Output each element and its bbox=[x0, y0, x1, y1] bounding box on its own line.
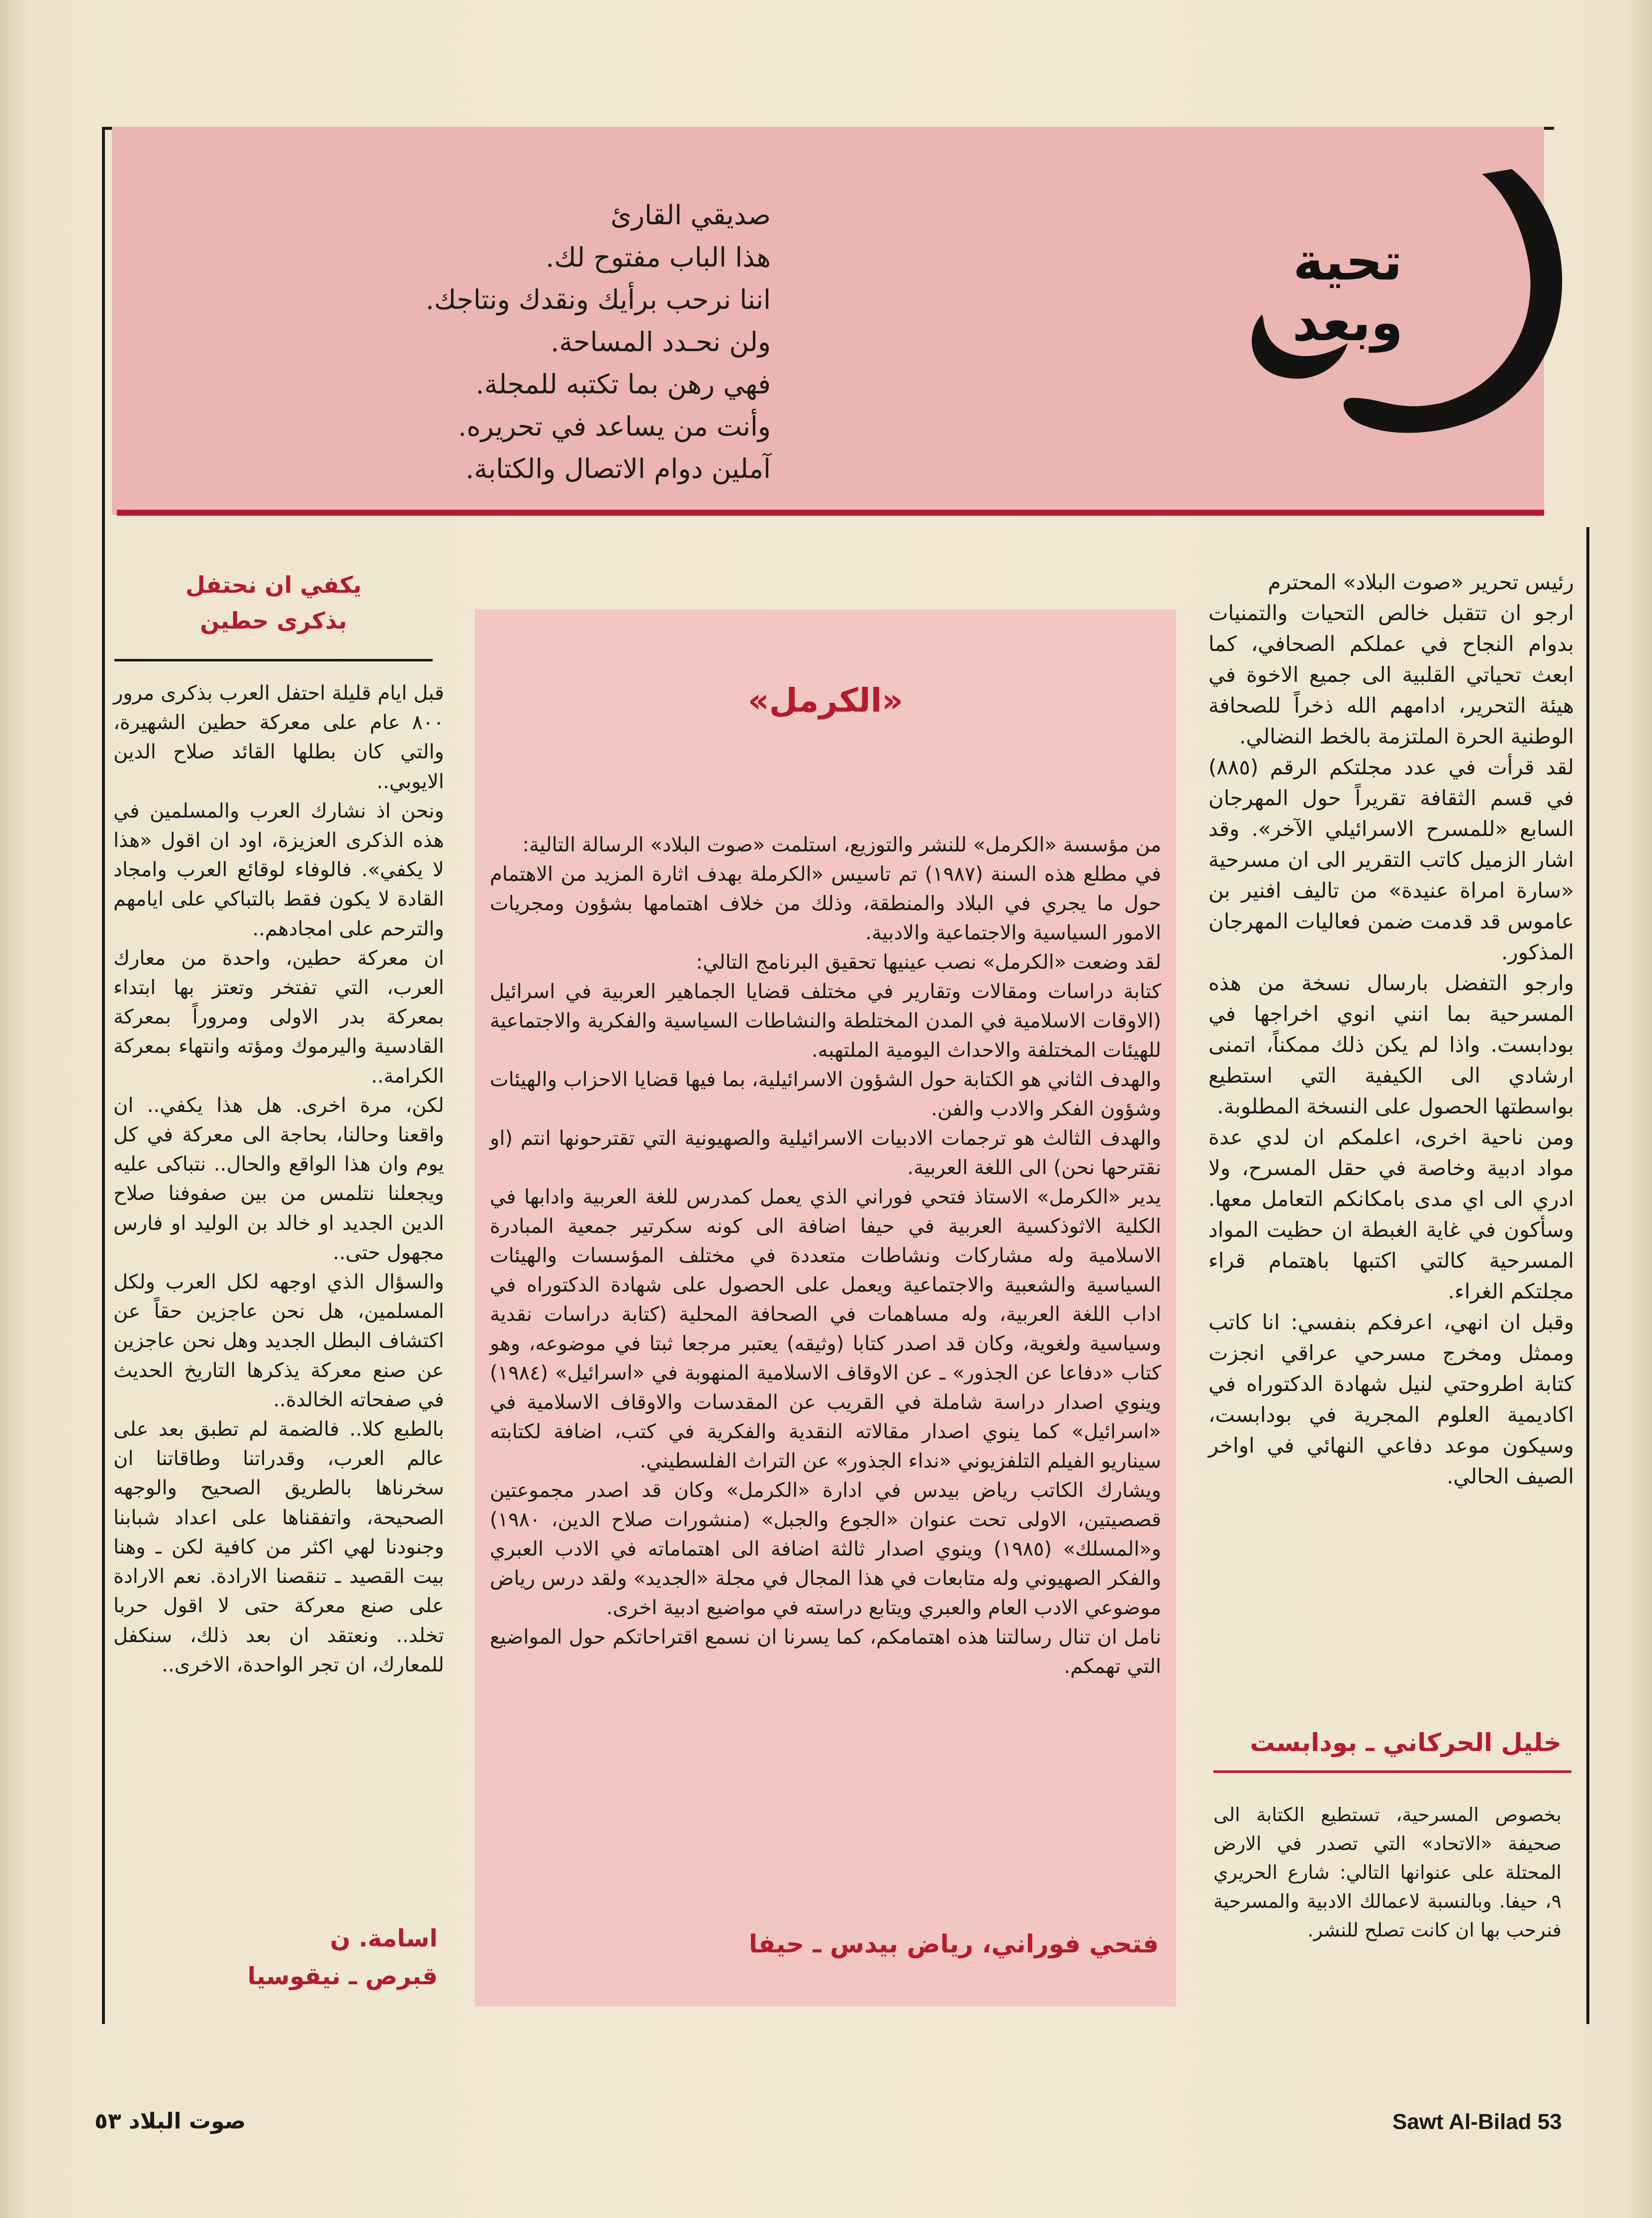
left-heading-rule bbox=[114, 659, 433, 661]
letter-paragraph: لقد قرأت في عدد مجلتكم الرقم (٨٨٥) في قسم الثقافة تقريراً حول المهرجان السابع «للمسرح الاسرائيلي الآخر». وقد اشار الزميل كاتب التقرير الى ان مسرحية «سارة امراة عنيدة» من تاليف افنير بن عاموس قد قدمت ضمن فعاليات المهرجان المذكور. bbox=[1208, 755, 1574, 964]
letter-paragraph: يدير «الكرمل» الاستاذ فتحي فوراني الذي يعمل كمدرس للغة العربية وادابها في الكلية الاثوذكسية العربية في حيفا اضافة الى كونه سكرتير جمعية المبادرة الاسلامية وله مشاركات ونشاطات متعددة في مختلف المؤسسات والهيئات السياسية والشعبية والاجتماعية ويعمل على الحصول على شهادة الدكتوراه في اداب اللغة العربية، وله مساهمات في الصحافة المحلية (كتابة دراسات نقدية وسياسية ولغوية، وكان قد اصدر كتابا (وثيقه) يعتبر مرجعا ثبتا في موضوعه، وهو كتاب «دفاعا عن الجذور» ـ عن الاوقاف الاسلامية المنهوبة في «اسرائيل» (١٩٨٤) وينوي اصدار دراسة شاملة في القريب عن المقدسات والاوقاف الاسلامية في «اسرائيل» كما ينوي اصدار مقالاته النقدية والفكرية في كتب، اضافة لكتابته سيناريو الفيلم التلفزيوني «نداء الجذور» عن التراث الفلسطيني. bbox=[490, 1186, 1161, 1473]
letter-paragraph: نامل ان تنال رسالتنا هذه اهتمامكم، كما يسرنا ان نسمع اقتراحاتكم حول المواضيع التي تهمكم. bbox=[490, 1626, 1161, 1678]
section-title: تحية وبعد bbox=[1292, 231, 1403, 353]
header-intro bbox=[413, 194, 771, 490]
letter-paragraph: قبل ايام قليلة احتفل العرب بذكرى مرور ٨٠٠ عام على معركة حطين الشهيرة، والتي كان بطلها القائد صلاح الدين الايوبي.. bbox=[113, 682, 444, 793]
center-title: «الكرمل» bbox=[748, 681, 903, 720]
center-signature: فتحي فوراني، رياض بيدس ـ حيفا bbox=[748, 1930, 1159, 1958]
letter-paragraph: ونحن اذ نشارك العرب والمسلمين في هذه الذكرى العزيزة، اود ان اقول «هذا لا يكفي». فالوفاء لوقائع العرب وامجاد القادة لا يكون فقط بالتباكي على ايامهم والترحم على امجادهم.. bbox=[113, 799, 444, 940]
intro-line: هذا الباب مفتوح لك. bbox=[546, 242, 771, 273]
letter-paragraph: من مؤسسة «الكرمل» للنشر والتوزيع، استلمت «صوت البلاد» الرسالة التالية: bbox=[522, 833, 1161, 856]
letter-paragraph: لقد وضعت «الكرمل» نصب عينيها تحقيق البرنامج التالي: bbox=[696, 951, 1161, 974]
header-red-rule bbox=[117, 510, 1544, 516]
footer-page-label-latin: Sawt Al-Bilad 53 bbox=[1392, 2110, 1562, 2134]
left-column-letter bbox=[113, 679, 444, 1680]
intro-line: ولن نحـدد المساحة. bbox=[551, 326, 771, 358]
left-heading-line: بذكرى حطين bbox=[200, 607, 347, 634]
right-signature: خليل الحركاني ـ بودابست bbox=[1250, 1728, 1561, 1757]
frame-left-line bbox=[102, 127, 105, 2024]
letter-paragraph: وقبل ان انهي، اعرفكم بنفسي: انا كاتب وممثل ومخرج مسرحي عراقي انجزت كتابة اطروحتي لنيل شهادة الدكتوراه في اكاديمية العلوم المجرية في بودابست، وسيكون موعد دفاعي النهائي في اواخر الصيف الحالي. bbox=[1208, 1310, 1574, 1488]
footer-page-label-arabic: صوت البلاد ٥٣ bbox=[94, 2109, 246, 2134]
right-column-letter bbox=[1208, 567, 1574, 1492]
intro-line: فهي رهن بما تكتبه للمجلة. bbox=[475, 369, 771, 400]
letter-paragraph: رئيس تحرير «صوت البلاد» المحترم bbox=[1268, 570, 1574, 594]
letter-paragraph: ويشارك الكاتب رياض بيدس في ادارة «الكرمل» وكان قد اصدر مجموعتين قصصيتين، الاولى تحت عنوان «الجوع والجبل» (منشورات صلاح الدين، ١٩٨٠) و«المسلك» (١٩٨٥) وينوي اصدار ثالثة اضافة الى اهتماماته في الادب العبري والفكر الصهيوني وله متابعات في هذا المجال في مجلة «الجديد» ولقد درس رياض موضوعي الادب العام والعبري ويتابع دراسته في مواضيع ادبية اخرى. bbox=[490, 1479, 1161, 1619]
left-signature-place: قبرص ـ نيقوسيا bbox=[247, 1962, 438, 1990]
letter-paragraph: ومن ناحية اخرى، اعلمكم ان لدي عدة مواد ادبية وخاصة في حقل المسرح، ولا ادري الى اي مدى بامكانكم التعامل معها. وسأكون في غاية الغبطة ان حظيت المواد المسرحية كالتي اكتبها باهتمام قراء مجلتكم الغراء. bbox=[1208, 1125, 1574, 1303]
letter-paragraph: ان معركة حطين، واحدة من معارك العرب، التي تفتخر وتعتز بها ابتداء بمعركة بدر الاولى ومروراً بمعركة القادسية واليرموك ومؤته وانتهاء بمعركة الكرامة.. bbox=[113, 946, 444, 1088]
editor-reply-note: بخصوص المسرحية، تستطيع الكتابة الى صحيفة «الاتحاد» التي تصدر في الارض المحتلة على عنوانها التالي: شارع الحريري ٩، حيفا. وبالنسبة لاعمالك الادبية والمسرحية فنرحب بها ان كانت تصلح للنشر. bbox=[1213, 1804, 1561, 1941]
letter-paragraph: ارجو ان تتقبل خالص التحيات والتمنيات بدوام النجاح في عملكم الصحافي، كما ابعث تحياتي القلبية الى جميع الاخوة في هيئة التحرير، ادامهم الله ذخراً للصحافة الوطنية الحرة الملتزمة بالخط النضالي. bbox=[1208, 601, 1574, 748]
left-column-heading bbox=[119, 567, 428, 639]
letter-paragraph: بالطبع كلا.. فالضمة لم تطبق بعد على عالم العرب، وقدراتنا وطاقاتنا ان سخرناها بالطريق الصحيح والوجهه الصحيحة، واتفقناها على اعداد شبابنا وجنودنا لهي اكثر من كافية لكن ـ وهنا بيت القصيد ـ تنقصنا الارادة. نعم الارادة على صنع معركة حتى لا اقول حربا تخلد.. ونعتقد ان بعد ذلك، سنكفل للمعارك، ان تجر الواحدة، الاخرى.. bbox=[113, 1418, 444, 1676]
intro-line: صديقي القارئ bbox=[610, 199, 771, 231]
letter-paragraph: والسؤال الذي اوجهه لكل العرب ولكل المسلمين، هل نحن عاجزين حقاً عن اكتشاف البطل الجديد وهل نحن عاجزين عن صنع معركة يذكرها التاريخ الحديث في صفحاته الخالدة.. bbox=[113, 1271, 444, 1411]
left-signature-name: اسامة. ن bbox=[330, 1925, 438, 1952]
letter-paragraph: والهدف الثاني هو الكتابة حول الشؤون الاسرائيلية، بما فيها قضايا الاحزاب والهيئات وشؤون الفكر والادب والفن. bbox=[490, 1068, 1161, 1120]
center-column-letter bbox=[490, 831, 1161, 1681]
letter-paragraph: كتابة دراسات ومقالات وتقارير في مختلف قضايا الجماهير العربية في اسرائيل (الاوقات الاسلامية في المدن المختلطة والنشاطات السياسية والفكرية والاجتماعية للهيئات المختلفة والاحداث اليومية الملتهبه. bbox=[490, 980, 1161, 1062]
intro-line: آملين دوام الاتصال والكتابة. bbox=[465, 453, 771, 484]
left-signature bbox=[119, 1920, 438, 1995]
letter-paragraph: والهدف الثالث هو ترجمات الادبيات الاسرائيلية والصهيونية التي تقترحونها انتم (او نقترحها نحن) الى اللغة العربية. bbox=[490, 1127, 1161, 1179]
letter-paragraph: لكن، مرة اخرى. هل هذا يكفي.. ان واقعنا وحالنا، بحاجة الى معركة في كل يوم وان هذا الواقع والحال.. نتباكى عليه ويجعلنا نتلمس من بين صفوفنا صلاح الدين الجديد او خالد بن الوليد او فارس مجهول حتى.. bbox=[113, 1094, 444, 1264]
letter-paragraph: وارجو التفضل بارسال نسخة من هذه المسرحية بما انني انوي اخراجها في بودابست. واذا لم يكن ذلك ممكناً، اتمنى ارشادي الى الكيفية التي استطيع بواسطتها الحصول على النسخة المطلوبة. bbox=[1208, 971, 1574, 1118]
letter-paragraph: في مطلع هذه السنة (١٩٨٧) تم تاسيس «الكرملة بهدف اثارة المزيد من الاهتمام حول ما يجري في البلاد والمنطقة، وذلك من خلاف اهتمامها بشؤون ومجريات الامور السياسية والاجتماعية والادبية. bbox=[490, 863, 1161, 944]
left-heading-line: يكفي ان نحتفل bbox=[185, 571, 362, 598]
frame-right-line bbox=[1586, 527, 1589, 2024]
right-signature-rule bbox=[1213, 1770, 1571, 1773]
intro-line: وأنت من يساعد في تحريره. bbox=[458, 411, 771, 442]
intro-line: اننا نرحب برأيك ونقدك ونتاجك. bbox=[425, 284, 771, 315]
